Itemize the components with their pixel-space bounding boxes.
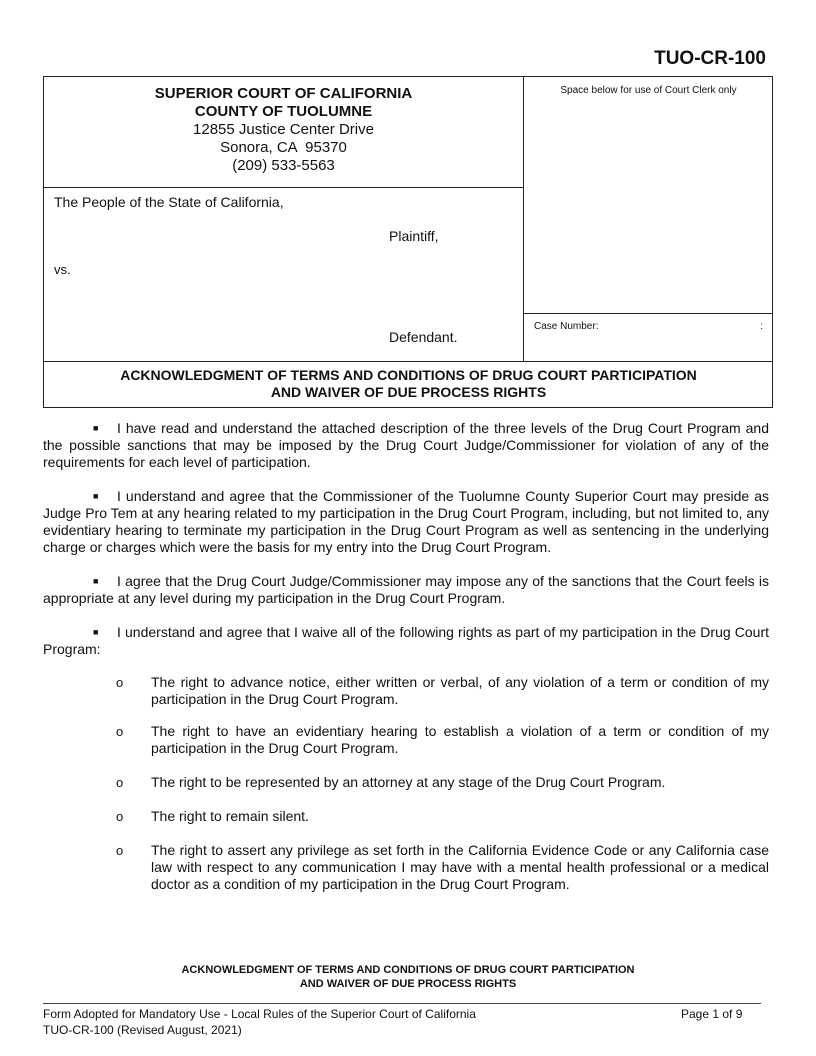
court-name: SUPERIOR COURT OF CALIFORNIA bbox=[154, 85, 413, 102]
parties-section bbox=[44, 188, 524, 361]
title-line-1: ACKNOWLEDGMENT OF TERMS AND CONDITIONS OF DRUG COURT PARTICIPATION bbox=[120, 367, 697, 383]
bullet-icon: ■ bbox=[93, 576, 99, 586]
bullet-icon: ■ bbox=[93, 423, 99, 433]
footer-divider bbox=[43, 1003, 761, 1004]
right-text: The right to have an evidentiary hearing to establish a violation of a term or condition of my participation in the Drug Court Program. bbox=[151, 723, 769, 756]
circle-bullet-icon: o bbox=[116, 724, 124, 739]
caption-box bbox=[43, 76, 773, 408]
right-item-5 bbox=[116, 842, 769, 893]
footer-adopted: Form Adopted for Mandatory Use - Local Rules of the Superior Court of California bbox=[43, 1007, 476, 1021]
people-label: The People of the State of California, bbox=[54, 194, 284, 210]
right-item-3 bbox=[116, 774, 769, 791]
circle-bullet-icon: o bbox=[116, 843, 124, 858]
bullet-icon: ■ bbox=[93, 627, 99, 637]
page-number: Page 1 of 9 bbox=[681, 1007, 743, 1021]
clerk-space: Space below for use of Court Clerk only bbox=[560, 85, 737, 96]
right-text: The right to advance notice, either written or verbal, of any violation of a term or condition of my participation in the Drug Court Program. bbox=[151, 674, 769, 707]
document-title bbox=[44, 361, 773, 408]
court-phone: (209) 533-5563 bbox=[232, 157, 335, 174]
footer-title-line-1: ACKNOWLEDGMENT OF TERMS AND CONDITIONS OF DRUG COURT PARTICIPATION bbox=[181, 964, 635, 976]
paragraph-text: I understand and agree that the Commissioner of the Tuolumne County Superior Court may preside as Judge Pro Tem at any hearing related to my participation in the Drug Court Program, including, but not limited to, any evidentiary hearing to terminate my participation in the Drug Court Program as well as sentencing in the underlying charge or charges which were the basis for my entry into the Drug Court Program. bbox=[43, 488, 769, 555]
circle-bullet-icon: o bbox=[116, 675, 124, 690]
title-line-2: AND WAIVER OF DUE PROCESS RIGHTS bbox=[270, 384, 547, 400]
form-number: TUO-CR-100 bbox=[654, 48, 766, 69]
circle-bullet-icon: o bbox=[116, 775, 124, 790]
paragraph-text: I understand and agree that I waive all of the following rights as part of my participation in the Drug Court Program: bbox=[43, 624, 769, 657]
court-county: COUNTY OF TUOLUMNE bbox=[194, 103, 373, 120]
right-text: The right to remain silent. bbox=[151, 808, 309, 824]
case-number-value: : bbox=[760, 321, 763, 332]
right-item-2 bbox=[116, 723, 769, 757]
paragraph-text: I agree that the Drug Court Judge/Commissioner may impose any of the sanctions that the Court feels is appropriate at any level during my participation in the Drug Court Program. bbox=[43, 573, 769, 606]
paragraph-text: I have read and understand the attached description of the three levels of the Drug Court Program and the possible sanctions that may be imposed by the Drug Court Judge/Commissioner for violation of any of the requirements for each level of participation. bbox=[43, 420, 769, 470]
footer-title-line-2: AND WAIVER OF DUE PROCESS RIGHTS bbox=[299, 978, 517, 990]
right-text: The right to be represented by an attorney at any stage of the Drug Court Program. bbox=[151, 774, 666, 790]
right-item-4 bbox=[116, 808, 769, 825]
footer-title bbox=[43, 963, 773, 991]
circle-bullet-icon: o bbox=[116, 809, 124, 824]
paragraph-3 bbox=[43, 573, 769, 607]
court-address-2: Sonora, CA 95370 bbox=[220, 139, 347, 156]
paragraph-1 bbox=[43, 420, 769, 471]
defendant-label: Defendant. bbox=[389, 329, 458, 345]
right-item-1 bbox=[116, 674, 769, 708]
right-text: The right to assert any privilege as set forth in the California Evidence Code or any California case law with respect to any communication I may have with a mental health professional or a medical doctor as a condition of my participation in the Drug Court Program. bbox=[151, 842, 769, 892]
paragraph-2 bbox=[43, 488, 769, 556]
vs-label: vs. bbox=[54, 262, 71, 277]
court-header bbox=[44, 77, 524, 188]
court-address-1: 12855 Justice Center Drive bbox=[193, 121, 374, 138]
footer-revision: TUO-CR-100 (Revised August, 2021) bbox=[43, 1023, 242, 1037]
plaintiff-label: Plaintiff, bbox=[389, 228, 439, 244]
case-number-field[interactable] bbox=[524, 313, 773, 361]
case-number-label: Case Number: bbox=[534, 321, 599, 332]
paragraph-4 bbox=[43, 624, 769, 658]
bullet-icon: ■ bbox=[93, 491, 99, 501]
